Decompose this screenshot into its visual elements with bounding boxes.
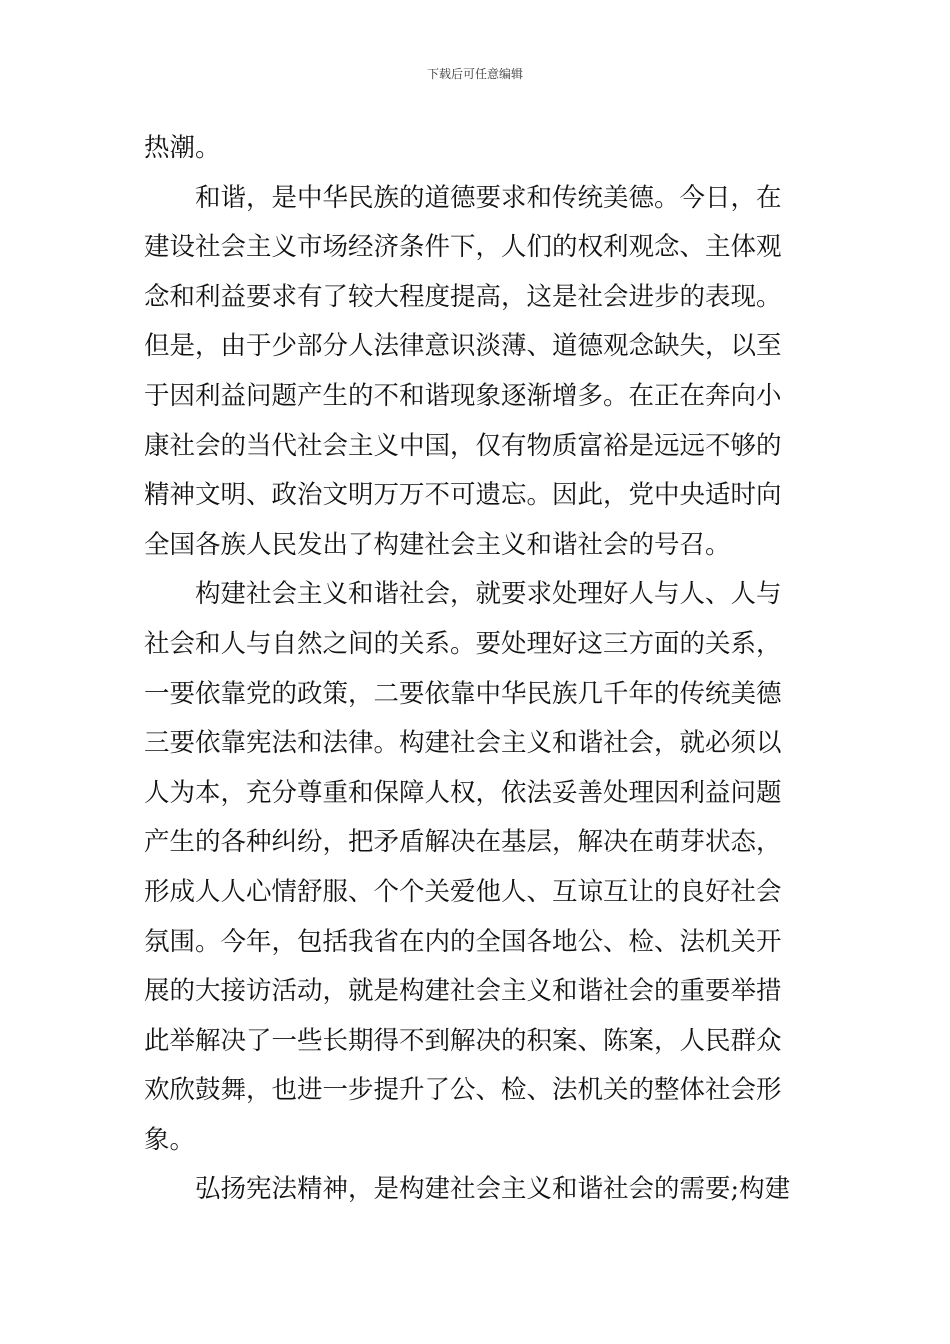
text-line: 康社会的当代社会主义中国，仅有物质富裕是远远不够的 [144, 430, 782, 461]
paragraph-first-line: 构建社会主义和谐社会，就要求处理好人与人、人与 [195, 579, 782, 610]
text-line: 三要依靠宪法和法律。构建社会主义和谐社会，就必须以 [144, 728, 782, 759]
text-line: 但是，由于少部分人法律意识淡薄、道德观念缺失，以至 [144, 331, 782, 362]
text-line: 展的大接访活动，就是构建社会主义和谐社会的重要举措 [144, 976, 782, 1007]
text-line: 于因利益问题产生的不和谐现象逐渐增多。在正在奔向小 [144, 380, 782, 411]
text-line: 一要依靠党的政策，二要依靠中华民族几千年的传统美德 [144, 678, 782, 709]
text-line: 欢欣鼓舞，也进一步提升了公、检、法机关的整体社会形 [144, 1075, 782, 1106]
text-line: 热潮。 [144, 133, 221, 163]
text-line: 形成人人心情舒服、个个关爱他人、互谅互让的良好社会 [144, 876, 782, 907]
text-line: 精神文明、政治文明万万不可遗忘。因此，党中央适时向 [144, 480, 782, 511]
document-body [144, 124, 812, 1215]
text-line: 氛围。今年，包括我省在内的全国各地公、检、法机关开 [144, 926, 782, 957]
paragraph-first-line: 弘扬宪法精神，是构建社会主义和谐社会的需要;构建 [195, 1174, 791, 1205]
text-line: 社会和人与自然之间的关系。要处理好这三方面的关系， [144, 628, 782, 659]
text-line: 此举解决了一些长期得不到解决的积案、陈案，人民群众 [144, 1025, 782, 1056]
text-line: 人为本，充分尊重和保障人权，依法妥善处理因利益问题 [144, 777, 782, 808]
text-line: 建设社会主义市场经济条件下，人们的权利观念、主体观 [144, 232, 782, 263]
paragraph-first-line: 和谐，是中华民族的道德要求和传统美德。今日，在 [195, 182, 782, 213]
header-note: 下载后可任意编辑 [426, 67, 523, 81]
text-line: 产生的各种纠纷，把矛盾解决在基层，解决在萌芽状态， [144, 827, 782, 858]
text-line: 全国各族人民发出了构建社会主义和谐社会的号召。 [144, 529, 731, 560]
text-line: 念和利益要求有了较大程度提高，这是社会进步的表现。 [144, 281, 782, 312]
text-line: 象。 [144, 1124, 196, 1155]
